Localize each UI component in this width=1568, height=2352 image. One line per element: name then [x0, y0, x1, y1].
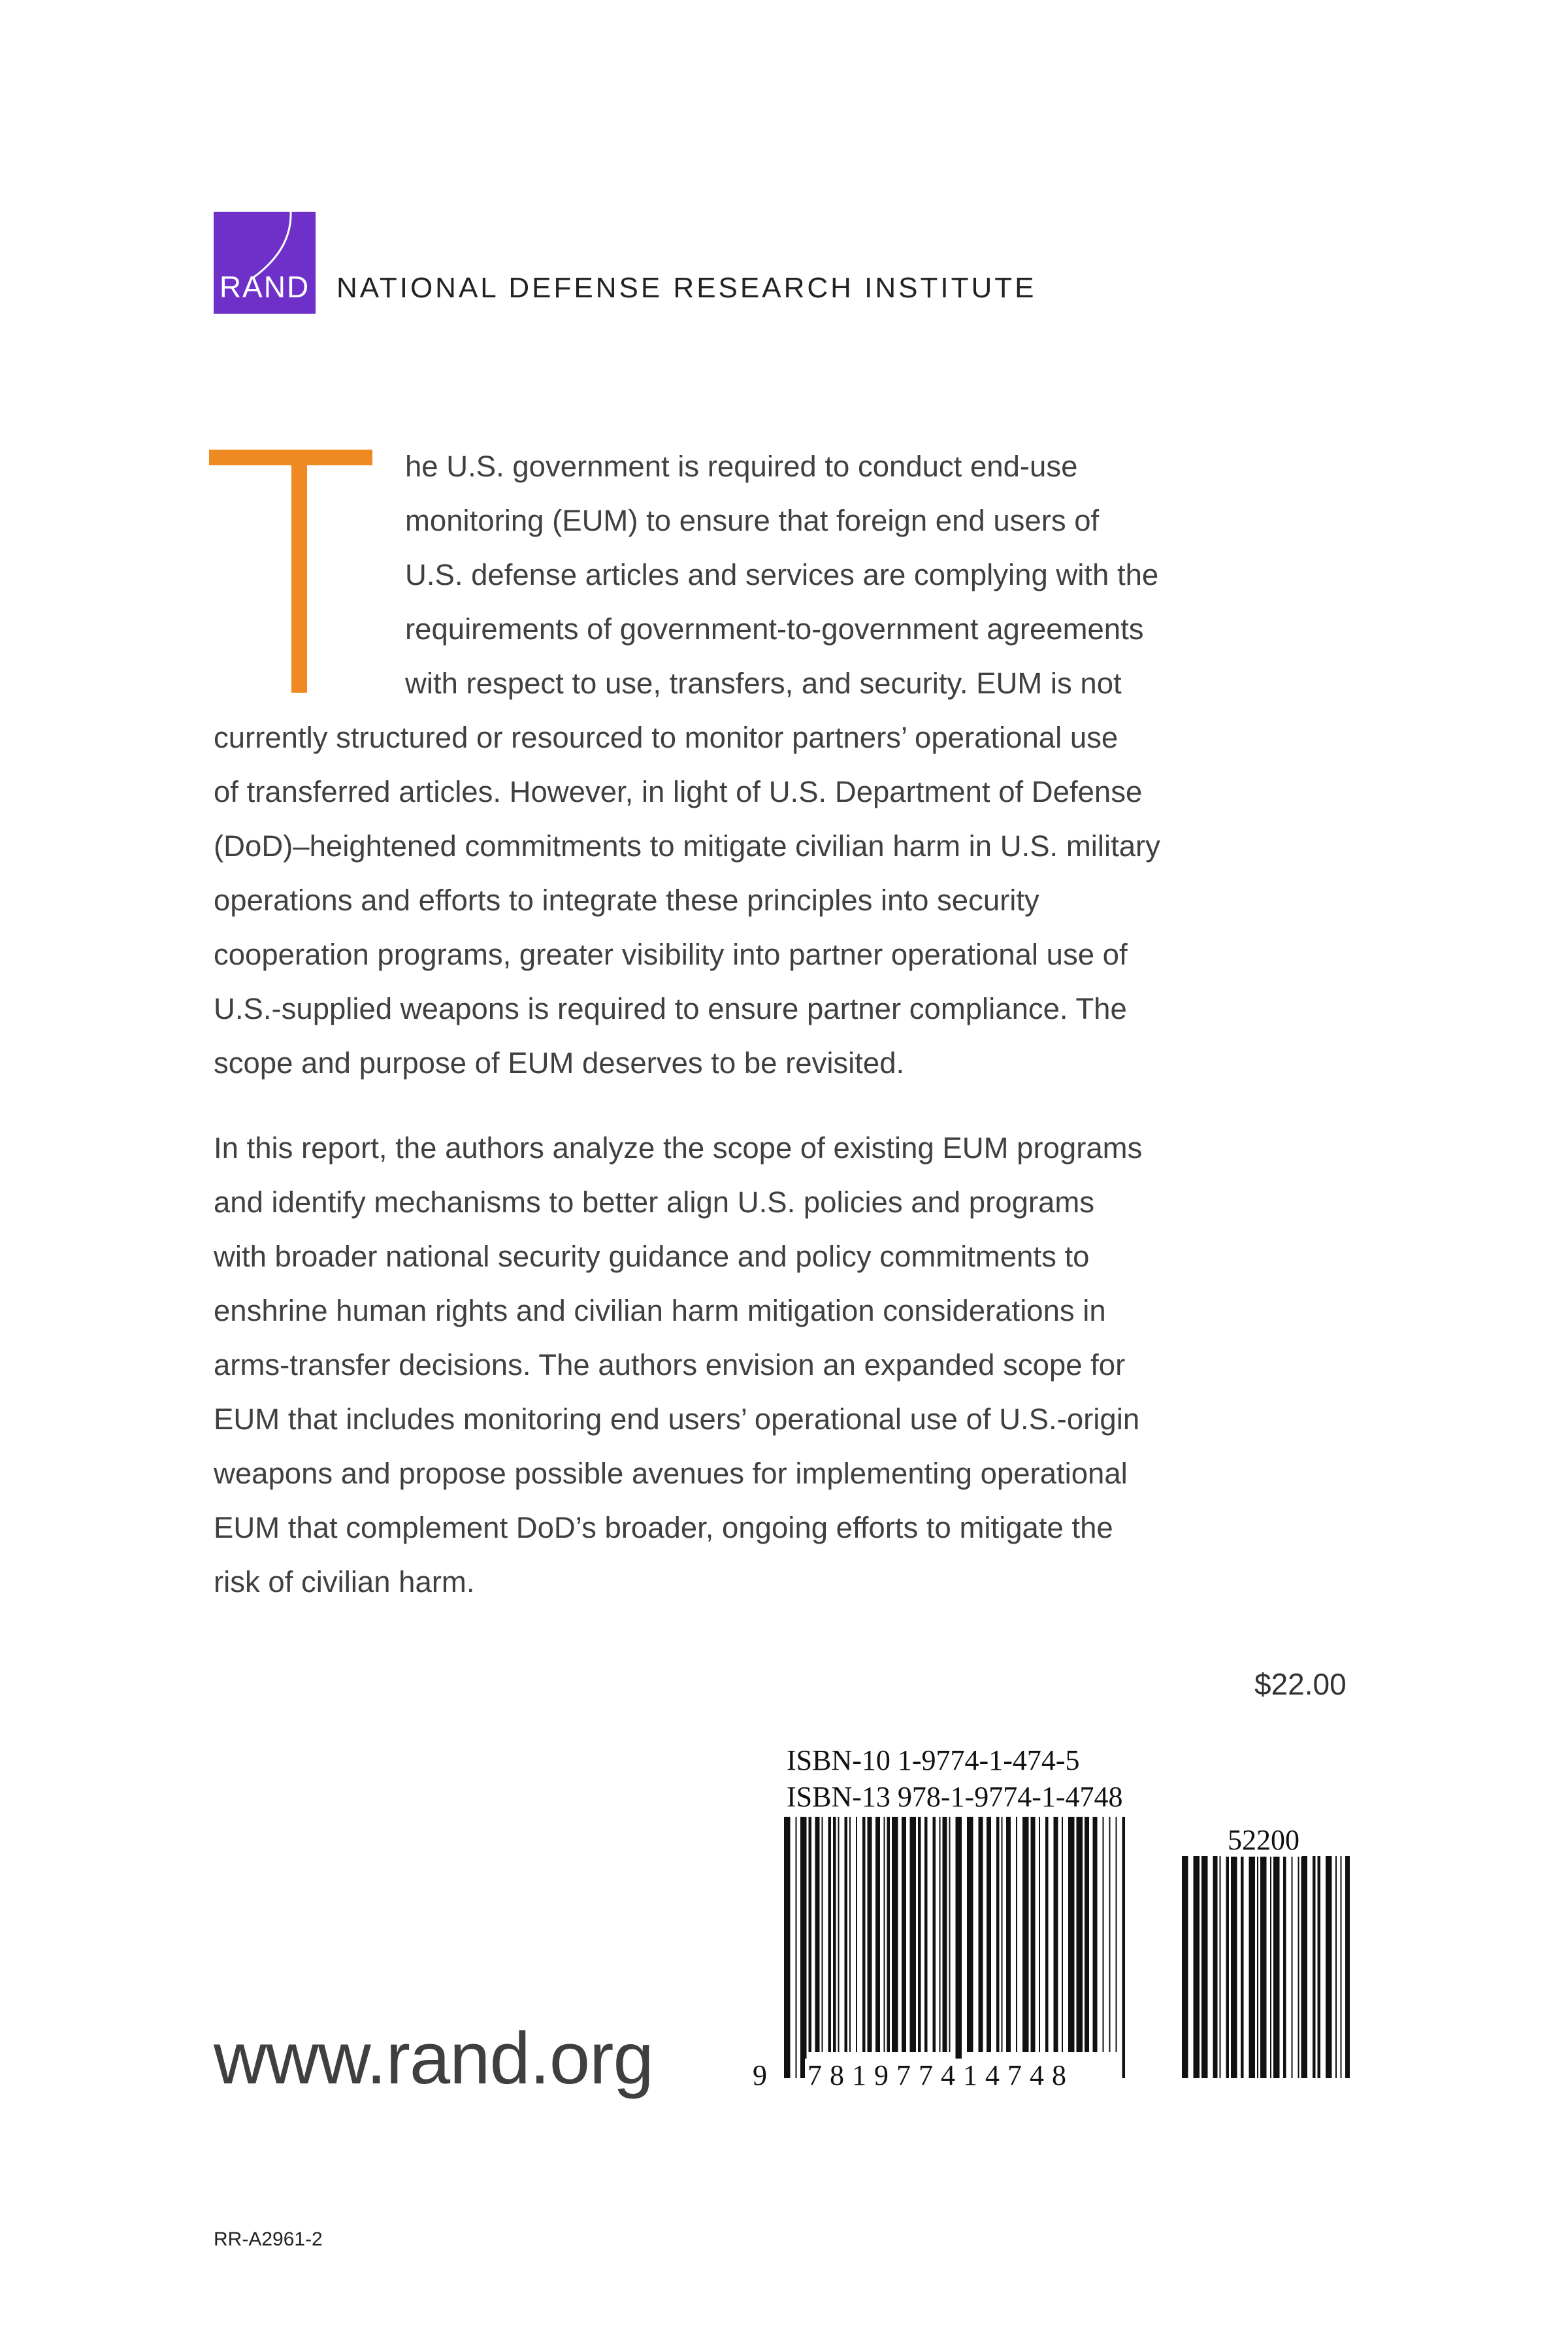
barcode-bar: [1116, 1817, 1117, 2052]
barcode-bar: [1022, 1817, 1029, 2052]
text-line: U.S. defense articles and services are complying with the: [405, 558, 1159, 591]
barcode-bar: [796, 1817, 797, 2078]
barcode-bar: [868, 1817, 872, 2052]
barcode-bar: [979, 1817, 983, 2052]
barcode-bar: [809, 1817, 812, 2052]
barcode-bar: [887, 1817, 890, 2052]
barcode-bar: [1016, 1817, 1017, 2052]
barcode-bar: [902, 1817, 906, 2052]
barcode-bar: [1002, 1817, 1003, 2052]
report-number: RR-A2961-2: [214, 2228, 323, 2250]
barcode-digits: 781977414748: [805, 2059, 1077, 2092]
barcode-bar: [1122, 1817, 1126, 2078]
barcode-bar: [1103, 1817, 1104, 2052]
barcode-bar: [1054, 1817, 1058, 2052]
barcode-bar: [1313, 1856, 1316, 2078]
text-line: scope and purpose of EUM deserves to be revisited.: [214, 1046, 905, 1080]
barcode-bar: [967, 1817, 973, 2052]
isbn-10: ISBN-10 1-9774-1-474-5: [787, 1744, 1080, 1776]
barcode-bar: [996, 1817, 1000, 2052]
institute-name: NATIONAL DEFENSE RESEARCH INSTITUTE: [336, 272, 1037, 304]
text-line: weapons and propose possible avenues for implementing operational: [214, 1457, 1128, 1490]
text-line: monitoring (EUM) to ensure that foreign end users of: [405, 504, 1100, 537]
barcode-bar: [1273, 1856, 1280, 2078]
text-line: cooperation programs, greater visibility into partner operational use of: [214, 938, 1128, 971]
barcode-bar: [815, 1817, 820, 2052]
barcode-bar: [838, 1817, 840, 2052]
text-line: operations and efforts to integrate these principles into security: [214, 884, 1039, 917]
barcode-bar: [933, 1817, 936, 2052]
addon-code: 52200: [1225, 1823, 1302, 1857]
barcode-bar: [833, 1817, 836, 2052]
barcode-bar: [1292, 1856, 1293, 2078]
barcode-bar: [1062, 1817, 1063, 2052]
barcode-bar: [845, 1817, 848, 2052]
barcode-bar: [1006, 1817, 1011, 2052]
text-line: requirements of government-to-government agreements: [405, 612, 1144, 646]
text-line: of transferred articles. However, in light of U.S. Department of Defense: [214, 775, 1143, 808]
text-line: enshrine human rights and civilian harm mitigation considerations in: [214, 1294, 1106, 1327]
barcode-bar: [1231, 1856, 1237, 2078]
barcode-bar: [1260, 1856, 1267, 2078]
barcode-bar: [1318, 1856, 1321, 2078]
barcode-bar: [924, 1817, 928, 2052]
text-line: EUM that includes monitoring end users’ operational use of U.S.-origin: [214, 1402, 1140, 1436]
barcode-first-digit: 9: [753, 2059, 767, 2091]
barcode-bar: [1335, 1856, 1337, 2078]
website-url: www.rand.org: [214, 2017, 653, 2099]
paragraph-2: [214, 1121, 1142, 1609]
rand-logo: [214, 212, 316, 314]
barcode-bar: [828, 1817, 832, 2052]
barcode-bar: [910, 1817, 917, 2052]
barcode-bar: [1031, 1817, 1036, 2052]
barcode-bar: [1068, 1817, 1075, 2052]
barcode-bar: [943, 1817, 947, 2052]
barcode-bar: [1109, 1817, 1111, 2052]
barcode-bar: [849, 1817, 851, 2052]
barcode-bar: [1093, 1817, 1098, 2052]
barcode-bar: [987, 1817, 991, 2052]
isbn-barcode: [781, 1817, 1134, 2078]
text-line: U.S.-supplied weapons is required to ensure partner compliance. The: [214, 992, 1127, 1025]
drop-cap: [209, 450, 372, 693]
barcode-bar: [800, 1817, 807, 2078]
text-line: with broader national security guidance and policy commitments to: [214, 1240, 1090, 1273]
paragraph-1-continued: [214, 710, 1160, 1090]
barcode-bar: [884, 1817, 885, 2052]
barcode-bar: [956, 1817, 962, 2078]
barcode-bar: [1194, 1856, 1200, 2078]
barcode-bar: [856, 1817, 857, 2052]
barcode-bar: [1283, 1856, 1286, 2078]
barcode-bar: [1226, 1856, 1230, 2078]
barcode-bar: [822, 1817, 823, 2052]
rand-logo-text: RAND: [219, 270, 310, 304]
barcode-bar: [939, 1817, 941, 2052]
barcode-bar: [1039, 1817, 1040, 2052]
barcode-bar: [918, 1817, 921, 2052]
barcode-bar: [1345, 1856, 1350, 2078]
barcode-bar: [949, 1817, 951, 2052]
drop-cap-stem: [291, 450, 307, 693]
barcode-bar: [1298, 1856, 1299, 2078]
text-line: EUM that complement DoD’s broader, ongoing efforts to mitigate the: [214, 1511, 1113, 1544]
text-line: with respect to use, transfers, and security. EUM is not: [405, 667, 1122, 700]
price: $22.00: [1254, 1667, 1347, 1701]
text-line: In this report, the authors analyze the scope of existing EUM programs: [214, 1131, 1143, 1165]
barcode-bar: [1201, 1856, 1208, 2078]
text-line: he U.S. government is required to conduct end-use: [405, 450, 1078, 483]
barcode-bar: [1077, 1817, 1083, 2052]
barcode-bar: [1301, 1856, 1308, 2078]
barcode-bar: [1085, 1817, 1089, 2052]
paragraph-1-indented: [405, 439, 1158, 710]
barcode-bar: [1249, 1856, 1256, 2078]
text-line: and identify mechanisms to better align U.S. policies and programs: [214, 1185, 1094, 1219]
barcode-bar: [1326, 1856, 1332, 2078]
barcode-bar: [1182, 1856, 1188, 2078]
isbn-13: ISBN-13 978-1-9774-1-4748: [787, 1781, 1123, 1813]
barcode-bar: [892, 1817, 898, 2052]
barcode-bar: [875, 1817, 880, 2052]
barcode-bar: [1270, 1856, 1271, 2078]
drop-cap-crossbar: [209, 450, 372, 465]
barcode-bar: [1241, 1856, 1244, 2078]
text-line: arms-transfer decisions. The authors envision an expanded scope for: [214, 1348, 1126, 1382]
text-line: risk of civilian harm.: [214, 1565, 475, 1598]
price-addon-barcode: [1179, 1856, 1352, 2078]
barcode-bar: [1045, 1817, 1049, 2052]
barcode-bar: [1220, 1856, 1221, 2078]
barcode-bar: [1213, 1856, 1218, 2078]
barcode-bar: [1341, 1856, 1342, 2078]
barcode-bar: [1257, 1856, 1258, 2078]
text-line: currently structured or resourced to monitor partners’ operational use: [214, 721, 1119, 754]
text-line: (DoD)–heightened commitments to mitigate civilian harm in U.S. military: [214, 829, 1160, 863]
barcode-bar: [862, 1817, 866, 2052]
barcode-bar: [784, 1817, 791, 2078]
